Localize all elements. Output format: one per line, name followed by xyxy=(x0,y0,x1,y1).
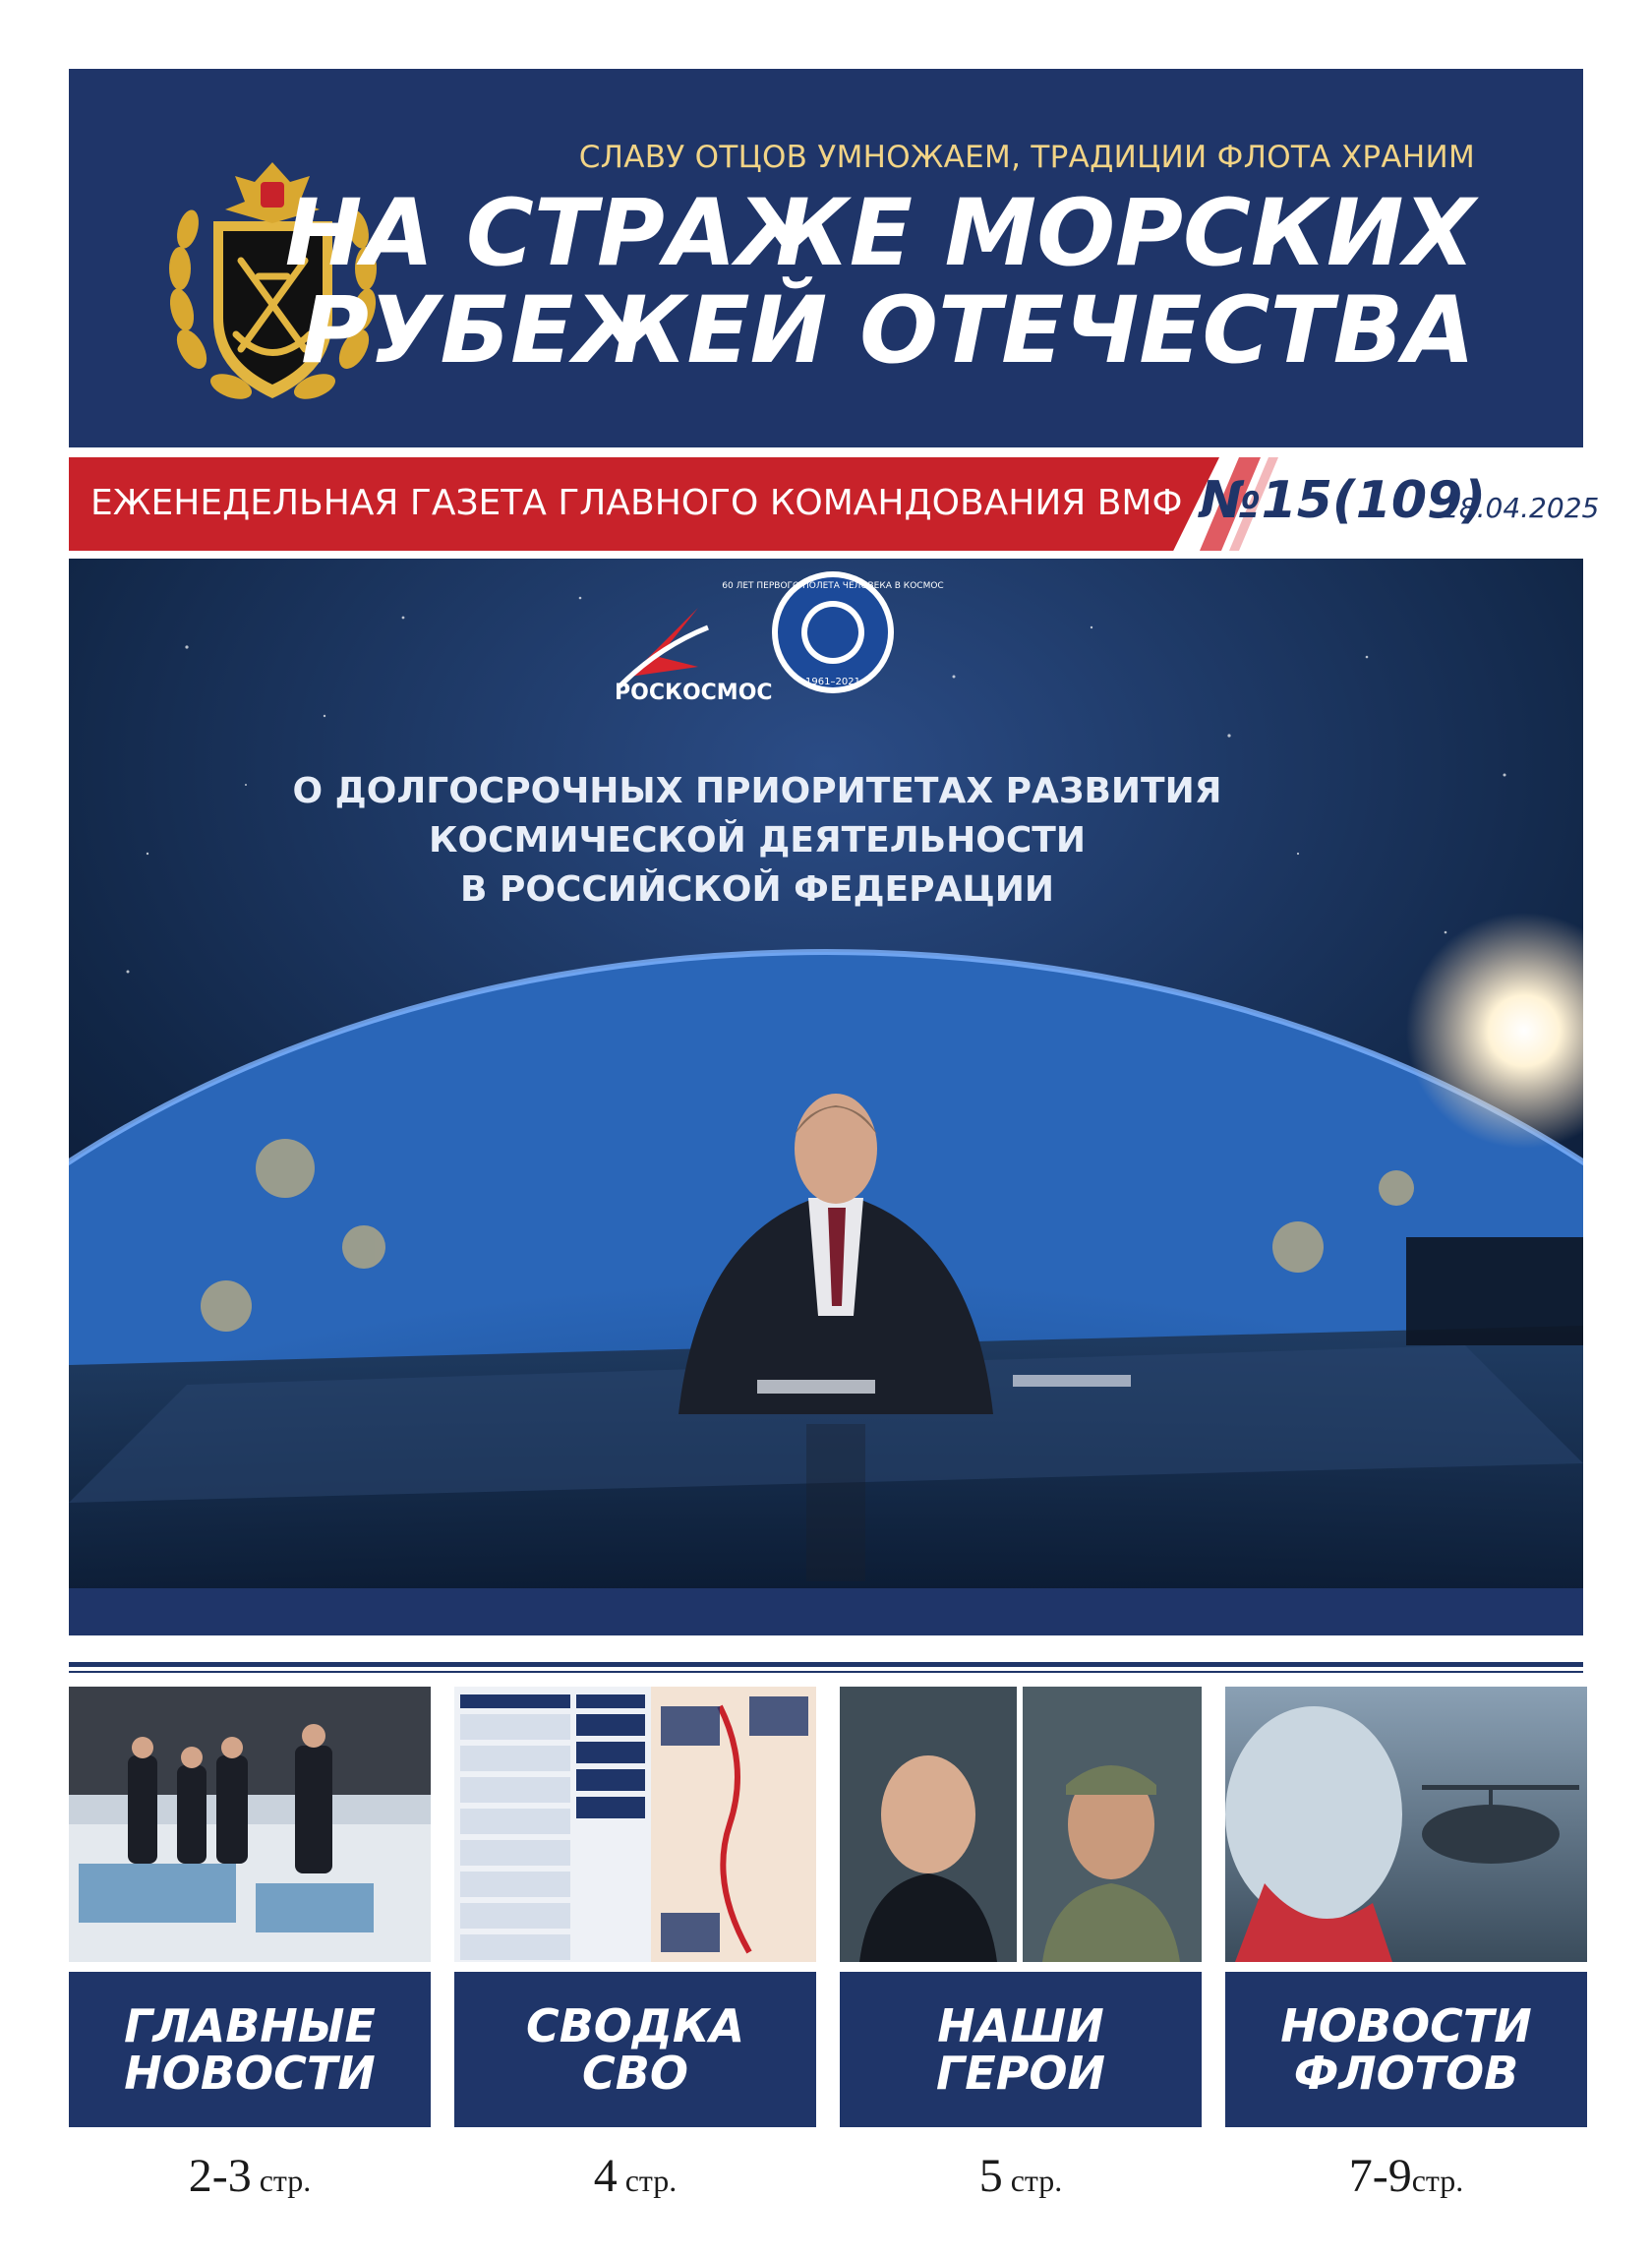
seal-text: 60 ЛЕТ ПЕРВОГО ПОЛЕТА ЧЕЛОВЕКА В КОСМОС xyxy=(722,581,944,591)
issue-number: №15(109) xyxy=(1200,471,1487,530)
page-suffix: стр. xyxy=(251,2163,312,2198)
svo-summary-label xyxy=(454,1972,816,2127)
fleet-news-page-ref xyxy=(1225,2149,1587,2203)
cover-photo xyxy=(69,559,1583,1588)
section-divider-thin xyxy=(69,1671,1583,1673)
fleet-news-label-line-1: НОВОСТИ xyxy=(1280,1999,1532,2052)
issue-band xyxy=(69,457,1600,551)
section-tile-main-news[interactable] xyxy=(69,1687,431,2203)
issue-date: 18.04.2025 xyxy=(1442,492,1600,524)
cover-photo-footer-bar xyxy=(69,1588,1583,1635)
page-number: 5 xyxy=(978,2150,1003,2202)
masthead xyxy=(69,69,1583,447)
fleet-news-photo xyxy=(1225,1687,1587,1962)
subtitle: ЕЖЕНЕДЕЛЬНАЯ ГАЗЕТА ГЛАВНОГО КОМАНДОВАНИЯ ВМФ xyxy=(90,483,1183,523)
section-tile-fleet-news[interactable] xyxy=(1225,1687,1587,2203)
main-news-label xyxy=(69,1972,431,2127)
main-news-label-line-2: НОВОСТИ xyxy=(124,2047,376,2100)
our-heroes-photo xyxy=(840,1687,1202,1962)
page-number: 4 xyxy=(593,2150,618,2202)
svo-summary-label-line-1: СВОДКА xyxy=(525,1999,745,2052)
svo-summary-label-line-2: СВО xyxy=(582,2047,688,2100)
page-suffix: стр. xyxy=(1411,2163,1464,2198)
motto: СЛАВУ ОТЦОВ УМНОЖАЕМ, ТРАДИЦИИ ФЛОТА ХРАНИМ xyxy=(578,140,1475,175)
svo-summary-page-ref xyxy=(454,2149,816,2203)
our-heroes-label-line-2: ГЕРОИ xyxy=(935,2047,1106,2100)
our-heroes-page-ref xyxy=(840,2149,1202,2203)
our-heroes-label xyxy=(840,1972,1202,2127)
page-suffix: стр. xyxy=(1002,2163,1063,2198)
fleet-news-label-line-2: ФЛОТОВ xyxy=(1293,2047,1519,2100)
roscosmos-logo-text: РОСКОСМОС xyxy=(615,681,773,705)
page-suffix: стр. xyxy=(617,2163,678,2198)
hero-headline-line-2: КОСМИЧЕСКОЙ ДЕЯТЕЛЬНОСТИ xyxy=(429,820,1086,861)
page-number: 2-3 xyxy=(188,2150,252,2202)
svo-summary-photo xyxy=(454,1687,816,1962)
section-tile-svo-summary[interactable] xyxy=(454,1687,816,2203)
hero-headline-line-3: В РОССИЙСКОЙ ФЕДЕРАЦИИ xyxy=(459,869,1055,910)
hero-headline-line-1: О ДОЛГОСРОЧНЫХ ПРИОРИТЕТАХ РАЗВИТИЯ xyxy=(292,771,1222,811)
title-line-1: НА СТРАЖЕ МОРСКИХ xyxy=(284,180,1475,287)
main-news-page-ref xyxy=(69,2149,431,2203)
newspaper-title xyxy=(284,180,1475,385)
section-divider xyxy=(69,1662,1583,1667)
title-line-2: РУБЕЖЕЙ ОТЕЧЕСТВА xyxy=(301,277,1475,385)
seal-years: 1961–2021 xyxy=(805,677,860,687)
section-tile-our-heroes[interactable] xyxy=(840,1687,1202,2203)
our-heroes-label-line-1: НАШИ xyxy=(937,1999,1104,2052)
main-news-label-line-1: ГЛАВНЫЕ xyxy=(124,1999,376,2052)
page-number: 7-9 xyxy=(1348,2150,1412,2202)
main-news-photo xyxy=(69,1687,431,1962)
fleet-news-label xyxy=(1225,1972,1587,2127)
